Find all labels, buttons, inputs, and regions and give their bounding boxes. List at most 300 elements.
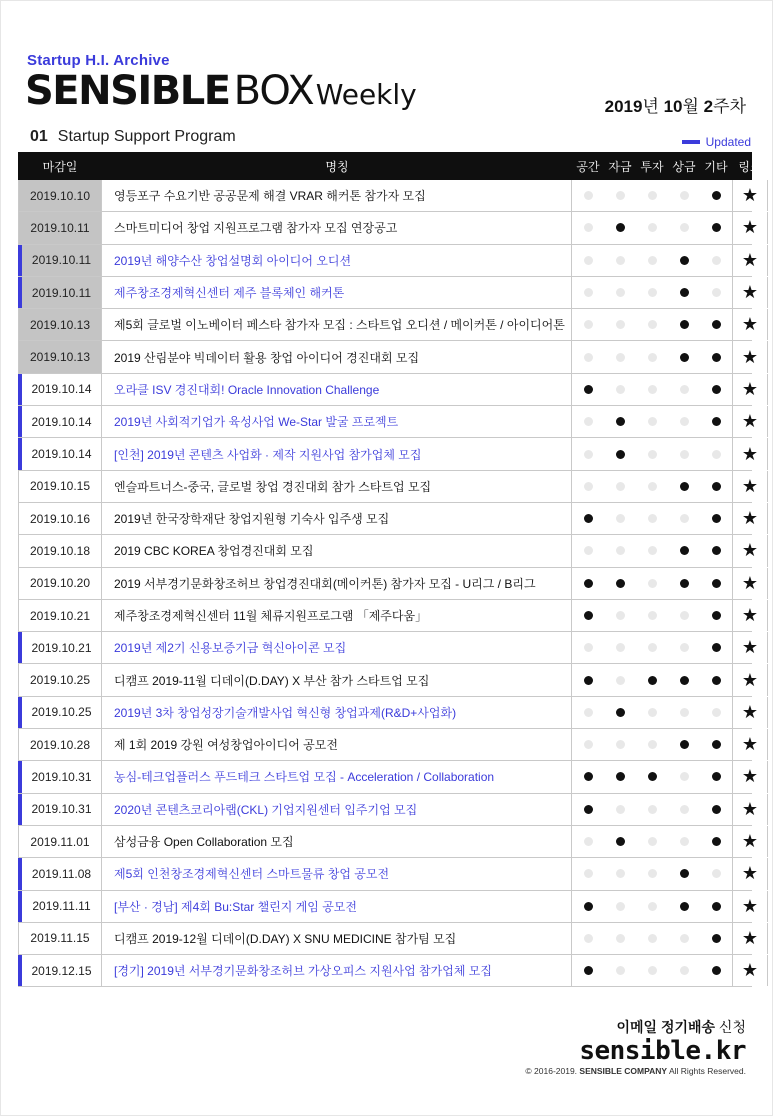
empty-dot-icon — [680, 514, 689, 523]
subscribe-bold: 이메일 정기배송 — [616, 1019, 716, 1035]
row-title: 2019년 사회적기업가 육성사업 We-Star 발굴 프로젝트 — [102, 406, 572, 437]
filled-dot-icon — [648, 676, 657, 685]
header-prize: 상금 — [672, 159, 696, 174]
empty-dot-icon — [584, 191, 593, 200]
row-space-cell — [572, 729, 604, 760]
table-row — [18, 245, 759, 277]
empty-dot-icon — [648, 450, 657, 459]
row-fund-cell — [604, 471, 636, 502]
empty-dot-icon — [648, 740, 657, 749]
empty-dot-icon — [616, 611, 625, 620]
row-prize-cell — [668, 277, 700, 308]
row-title: 제5회 인천창조경제혁신센터 스마트물류 창업 공모전 — [102, 858, 572, 889]
empty-dot-icon — [648, 353, 657, 362]
star-link-icon[interactable]: ★ — [732, 729, 768, 760]
filled-dot-icon — [680, 353, 689, 362]
star-link-icon[interactable]: ★ — [732, 826, 768, 857]
empty-dot-icon — [584, 320, 593, 329]
row-title: 스마트미디어 창업 지원프로그램 참가자 모집 연장공고 — [102, 212, 572, 243]
empty-dot-icon — [616, 514, 625, 523]
issue-year-unit: 년 — [642, 97, 664, 116]
row-title: 2019 CBC KOREA 창업경진대회 모집 — [102, 535, 572, 566]
empty-dot-icon — [648, 320, 657, 329]
row-invest-cell — [636, 858, 668, 889]
row-deadline: 2019.10.21 — [18, 600, 102, 631]
row-prize-cell — [668, 438, 700, 469]
row-etc-cell — [700, 826, 732, 857]
updated-legend-label: Updated — [705, 135, 751, 149]
row-invest-cell — [636, 923, 668, 954]
star-link-icon[interactable]: ★ — [732, 438, 768, 469]
empty-dot-icon — [648, 869, 657, 878]
filled-dot-icon — [584, 676, 593, 685]
star-link-icon[interactable]: ★ — [732, 180, 768, 211]
row-prize-cell — [668, 503, 700, 534]
row-prize-cell — [668, 923, 700, 954]
program-table — [18, 152, 762, 987]
table-row — [18, 180, 759, 212]
empty-dot-icon — [712, 256, 721, 265]
row-fund-cell — [604, 374, 636, 405]
row-prize-cell — [668, 600, 700, 631]
empty-dot-icon — [648, 579, 657, 588]
filled-dot-icon — [616, 708, 625, 717]
empty-dot-icon — [680, 708, 689, 717]
table-body — [18, 180, 759, 987]
empty-dot-icon — [616, 676, 625, 685]
empty-dot-icon — [584, 837, 593, 846]
row-deadline: 2019.10.28 — [18, 729, 102, 760]
row-space-cell — [572, 794, 604, 825]
filled-dot-icon — [616, 223, 625, 232]
row-fund-cell — [604, 729, 636, 760]
row-etc-cell — [700, 374, 732, 405]
empty-dot-icon — [616, 256, 625, 265]
subscribe-link[interactable] — [616, 1017, 746, 1037]
row-title: 2020년 콘텐츠코리아랩(CKL) 기업지원센터 입주기업 모집 — [102, 794, 572, 825]
empty-dot-icon — [680, 966, 689, 975]
empty-dot-icon — [712, 869, 721, 878]
row-space-cell — [572, 212, 604, 243]
filled-dot-icon — [616, 579, 625, 588]
row-etc-cell — [700, 309, 732, 340]
table-row — [18, 761, 759, 793]
row-deadline: 2019.10.14 — [18, 406, 102, 437]
row-title: 엔슬파트너스-중국, 글로벌 창업 경진대회 참가 스타트업 모집 — [102, 471, 572, 502]
table-row — [18, 632, 759, 664]
star-link-icon[interactable]: ★ — [732, 277, 768, 308]
row-prize-cell — [668, 729, 700, 760]
empty-dot-icon — [648, 546, 657, 555]
row-etc-cell — [700, 245, 732, 276]
row-invest-cell — [636, 568, 668, 599]
star-link-icon[interactable]: ★ — [732, 600, 768, 631]
filled-dot-icon — [712, 966, 721, 975]
issue-week-unit: 주차 — [713, 97, 746, 116]
header-space: 공간 — [576, 159, 600, 174]
row-title: 디캠프 2019-11월 디데이(D.DAY) X 부산 참가 스타트업 모집 — [102, 664, 572, 695]
row-etc-cell — [700, 794, 732, 825]
filled-dot-icon — [584, 611, 593, 620]
filled-dot-icon — [712, 611, 721, 620]
empty-dot-icon — [680, 643, 689, 652]
star-link-icon[interactable]: ★ — [732, 309, 768, 340]
table-row — [18, 212, 759, 244]
row-title: 2019년 3차 창업성장기술개발사업 혁신형 창업과제(R&D+사업화) — [102, 697, 572, 728]
row-space-cell — [572, 341, 604, 372]
row-invest-cell — [636, 212, 668, 243]
filled-dot-icon — [712, 191, 721, 200]
filled-dot-icon — [712, 320, 721, 329]
row-etc-cell — [700, 212, 732, 243]
filled-dot-icon — [584, 966, 593, 975]
row-invest-cell — [636, 503, 668, 534]
table-row — [18, 406, 759, 438]
row-prize-cell — [668, 826, 700, 857]
row-etc-cell — [700, 923, 732, 954]
row-fund-cell — [604, 632, 636, 663]
empty-dot-icon — [680, 223, 689, 232]
row-prize-cell — [668, 309, 700, 340]
filled-dot-icon — [680, 676, 689, 685]
row-prize-cell — [668, 535, 700, 566]
row-title: 2019년 해양수산 창업설명회 아이디어 오디션 — [102, 245, 572, 276]
empty-dot-icon — [648, 223, 657, 232]
empty-dot-icon — [616, 805, 625, 814]
empty-dot-icon — [584, 450, 593, 459]
filled-dot-icon — [584, 579, 593, 588]
row-title: 영등포구 수요기반 공공문제 해결 VRAR 해커톤 참가자 모집 — [102, 180, 572, 211]
empty-dot-icon — [584, 708, 593, 717]
table-row — [18, 503, 759, 535]
filled-dot-icon — [712, 805, 721, 814]
row-fund-cell — [604, 955, 636, 986]
star-link-icon[interactable]: ★ — [732, 245, 768, 276]
row-title: 오라클 ISV 경진대회! Oracle Innovation Challenge — [102, 374, 572, 405]
filled-dot-icon — [680, 579, 689, 588]
row-fund-cell — [604, 309, 636, 340]
row-space-cell — [572, 406, 604, 437]
filled-dot-icon — [712, 482, 721, 491]
row-space-cell — [572, 438, 604, 469]
filled-dot-icon — [680, 256, 689, 265]
row-invest-cell — [636, 471, 668, 502]
row-fund-cell — [604, 794, 636, 825]
row-deadline: 2019.10.15 — [18, 471, 102, 502]
issue-year: 2019 — [604, 97, 643, 116]
star-link-icon[interactable]: ★ — [732, 341, 768, 372]
row-space-cell — [572, 277, 604, 308]
empty-dot-icon — [616, 353, 625, 362]
row-title: [부산 · 경남] 제4회 Bu:Star 챌린지 게임 공모전 — [102, 891, 572, 922]
filled-dot-icon — [680, 288, 689, 297]
row-prize-cell — [668, 341, 700, 372]
row-fund-cell — [604, 341, 636, 372]
filled-dot-icon — [616, 837, 625, 846]
row-space-cell — [572, 568, 604, 599]
copyright-years: © 2016-2019. — [525, 1066, 580, 1076]
filled-dot-icon — [712, 223, 721, 232]
row-space-cell — [572, 374, 604, 405]
row-prize-cell — [668, 568, 700, 599]
row-prize-cell — [668, 212, 700, 243]
empty-dot-icon — [680, 450, 689, 459]
row-deadline: 2019.10.31 — [18, 794, 102, 825]
row-invest-cell — [636, 374, 668, 405]
header-link: 링크 — [738, 159, 762, 174]
empty-dot-icon — [584, 482, 593, 491]
empty-dot-icon — [648, 482, 657, 491]
empty-dot-icon — [680, 417, 689, 426]
row-etc-cell — [700, 697, 732, 728]
section-label: Startup Support Program — [57, 128, 236, 145]
row-space-cell — [572, 632, 604, 663]
row-fund-cell — [604, 503, 636, 534]
row-invest-cell — [636, 277, 668, 308]
header-invest: 투자 — [640, 159, 664, 174]
star-link-icon[interactable]: ★ — [732, 503, 768, 534]
copyright — [525, 1066, 746, 1076]
star-link-icon[interactable]: ★ — [732, 697, 768, 728]
row-deadline: 2019.10.16 — [18, 503, 102, 534]
filled-dot-icon — [712, 740, 721, 749]
row-title: 2019년 한국장학재단 창업지원형 기숙사 입주생 모집 — [102, 503, 572, 534]
row-prize-cell — [668, 180, 700, 211]
row-invest-cell — [636, 794, 668, 825]
filled-dot-icon — [680, 482, 689, 491]
row-prize-cell — [668, 891, 700, 922]
table-row — [18, 568, 759, 600]
table-row — [18, 697, 759, 729]
table-row — [18, 826, 759, 858]
row-space-cell — [572, 503, 604, 534]
filled-dot-icon — [712, 772, 721, 781]
row-fund-cell — [604, 568, 636, 599]
row-invest-cell — [636, 341, 668, 372]
row-title: [인천] 2019년 콘텐츠 사업화 · 제작 지원사업 참가업체 모집 — [102, 438, 572, 469]
filled-dot-icon — [680, 869, 689, 878]
filled-dot-icon — [712, 514, 721, 523]
row-invest-cell — [636, 406, 668, 437]
row-fund-cell — [604, 438, 636, 469]
table-row — [18, 341, 759, 373]
row-fund-cell — [604, 277, 636, 308]
row-fund-cell — [604, 180, 636, 211]
filled-dot-icon — [584, 805, 593, 814]
row-fund-cell — [604, 212, 636, 243]
empty-dot-icon — [584, 934, 593, 943]
row-fund-cell — [604, 664, 636, 695]
star-link-icon[interactable]: ★ — [732, 568, 768, 599]
row-invest-cell — [636, 438, 668, 469]
row-deadline: 2019.10.11 — [18, 277, 102, 308]
row-invest-cell — [636, 245, 668, 276]
copyright-rights: All Rights Reserved. — [667, 1066, 746, 1076]
row-space-cell — [572, 858, 604, 889]
row-space-cell — [572, 891, 604, 922]
row-fund-cell — [604, 535, 636, 566]
filled-dot-icon — [584, 902, 593, 911]
row-space-cell — [572, 180, 604, 211]
row-fund-cell — [604, 923, 636, 954]
row-fund-cell — [604, 826, 636, 857]
row-deadline: 2019.10.25 — [18, 664, 102, 695]
empty-dot-icon — [648, 417, 657, 426]
filled-dot-icon — [616, 450, 625, 459]
empty-dot-icon — [712, 450, 721, 459]
star-link-icon[interactable]: ★ — [732, 374, 768, 405]
row-invest-cell — [636, 891, 668, 922]
row-title: 2019 산림분야 빅데이터 활용 창업 아이디어 경진대회 모집 — [102, 341, 572, 372]
row-deadline: 2019.12.15 — [18, 955, 102, 986]
row-fund-cell — [604, 858, 636, 889]
row-etc-cell — [700, 503, 732, 534]
filled-dot-icon — [680, 740, 689, 749]
row-etc-cell — [700, 600, 732, 631]
row-etc-cell — [700, 858, 732, 889]
table-row — [18, 923, 759, 955]
row-prize-cell — [668, 245, 700, 276]
row-etc-cell — [700, 568, 732, 599]
archive-subtitle: Startup H.I. Archive — [27, 52, 170, 69]
row-title: 2019년 제2기 신용보증기금 혁신아이콘 모집 — [102, 632, 572, 663]
row-deadline: 2019.10.20 — [18, 568, 102, 599]
star-link-icon[interactable]: ★ — [732, 471, 768, 502]
empty-dot-icon — [616, 869, 625, 878]
issue-week: 2 — [703, 97, 714, 116]
empty-dot-icon — [584, 643, 593, 652]
empty-dot-icon — [712, 288, 721, 297]
row-etc-cell — [700, 180, 732, 211]
empty-dot-icon — [616, 191, 625, 200]
row-title: 제 1회 2019 강원 여성창업아이디어 공모전 — [102, 729, 572, 760]
row-space-cell — [572, 309, 604, 340]
empty-dot-icon — [648, 805, 657, 814]
row-etc-cell — [700, 438, 732, 469]
empty-dot-icon — [584, 353, 593, 362]
empty-dot-icon — [616, 288, 625, 297]
row-deadline: 2019.10.21 — [18, 632, 102, 663]
row-fund-cell — [604, 600, 636, 631]
empty-dot-icon — [648, 934, 657, 943]
copyright-company: SENSIBLE COMPANY — [579, 1066, 668, 1076]
star-link-icon[interactable]: ★ — [732, 212, 768, 243]
row-deadline: 2019.10.25 — [18, 697, 102, 728]
empty-dot-icon — [680, 837, 689, 846]
brand-light: BOX — [233, 68, 314, 114]
table-row — [18, 438, 759, 470]
row-etc-cell — [700, 406, 732, 437]
row-invest-cell — [636, 309, 668, 340]
empty-dot-icon — [616, 546, 625, 555]
filled-dot-icon — [712, 579, 721, 588]
row-title: 제5회 글로벌 이노베이터 페스타 참가자 모집 : 스타트업 오디션 / 메이커톤 / 아이디어톤 — [102, 309, 572, 340]
star-link-icon[interactable]: ★ — [732, 794, 768, 825]
empty-dot-icon — [648, 837, 657, 846]
row-space-cell — [572, 697, 604, 728]
row-deadline: 2019.10.13 — [18, 341, 102, 372]
filled-dot-icon — [712, 643, 721, 652]
star-link-icon[interactable]: ★ — [732, 664, 768, 695]
star-link-icon[interactable]: ★ — [732, 632, 768, 663]
subscribe-rest: 신청 — [715, 1019, 746, 1035]
site-url[interactable]: sensible.kr — [579, 1036, 746, 1066]
row-prize-cell — [668, 794, 700, 825]
filled-dot-icon — [680, 546, 689, 555]
table-row — [18, 600, 759, 632]
empty-dot-icon — [584, 417, 593, 426]
filled-dot-icon — [616, 772, 625, 781]
row-title: 제주창조경제혁신센터 11월 체류지원프로그램 「제주다움」 — [102, 600, 572, 631]
empty-dot-icon — [648, 902, 657, 911]
empty-dot-icon — [616, 966, 625, 975]
row-title: 농심-테크업플러스 푸드테크 스타트업 모집 - Acceleration / Collaboration — [102, 761, 572, 792]
row-fund-cell — [604, 891, 636, 922]
star-link-icon[interactable]: ★ — [732, 761, 768, 792]
star-link-icon[interactable]: ★ — [732, 535, 768, 566]
row-fund-cell — [604, 697, 636, 728]
empty-dot-icon — [584, 546, 593, 555]
brand-weekly: Weekly — [315, 78, 417, 111]
row-invest-cell — [636, 729, 668, 760]
row-deadline: 2019.11.15 — [18, 923, 102, 954]
table-row — [18, 277, 759, 309]
star-link-icon[interactable]: ★ — [732, 858, 768, 889]
empty-dot-icon — [680, 385, 689, 394]
row-space-cell — [572, 923, 604, 954]
issue-month: 10 — [663, 97, 683, 116]
empty-dot-icon — [616, 740, 625, 749]
row-title: 삼성금융 Open Collaboration 모집 — [102, 826, 572, 857]
table-row — [18, 858, 759, 890]
empty-dot-icon — [616, 902, 625, 911]
header-title: 명칭 — [325, 159, 349, 174]
updated-legend — [682, 135, 751, 149]
row-invest-cell — [636, 955, 668, 986]
row-deadline: 2019.11.08 — [18, 858, 102, 889]
star-link-icon[interactable]: ★ — [732, 955, 768, 986]
row-prize-cell — [668, 955, 700, 986]
empty-dot-icon — [648, 708, 657, 717]
star-link-icon[interactable]: ★ — [732, 406, 768, 437]
filled-dot-icon — [712, 546, 721, 555]
row-title: [경기] 2019년 서부경기문화창조허브 가상오피스 지원사업 참가업체 모집 — [102, 955, 572, 986]
row-prize-cell — [668, 374, 700, 405]
table-row — [18, 664, 759, 696]
empty-dot-icon — [648, 256, 657, 265]
filled-dot-icon — [712, 934, 721, 943]
row-space-cell — [572, 761, 604, 792]
section-number: 01 — [30, 128, 48, 145]
star-link-icon[interactable]: ★ — [732, 891, 768, 922]
row-etc-cell — [700, 471, 732, 502]
empty-dot-icon — [648, 643, 657, 652]
updated-legend-swatch — [682, 140, 700, 144]
row-deadline: 2019.10.14 — [18, 438, 102, 469]
empty-dot-icon — [616, 643, 625, 652]
empty-dot-icon — [584, 869, 593, 878]
row-etc-cell — [700, 632, 732, 663]
row-prize-cell — [668, 858, 700, 889]
star-link-icon[interactable]: ★ — [732, 923, 768, 954]
issue-date — [605, 92, 746, 117]
filled-dot-icon — [584, 514, 593, 523]
empty-dot-icon — [584, 740, 593, 749]
empty-dot-icon — [712, 708, 721, 717]
row-deadline: 2019.10.18 — [18, 535, 102, 566]
empty-dot-icon — [680, 805, 689, 814]
row-prize-cell — [668, 632, 700, 663]
